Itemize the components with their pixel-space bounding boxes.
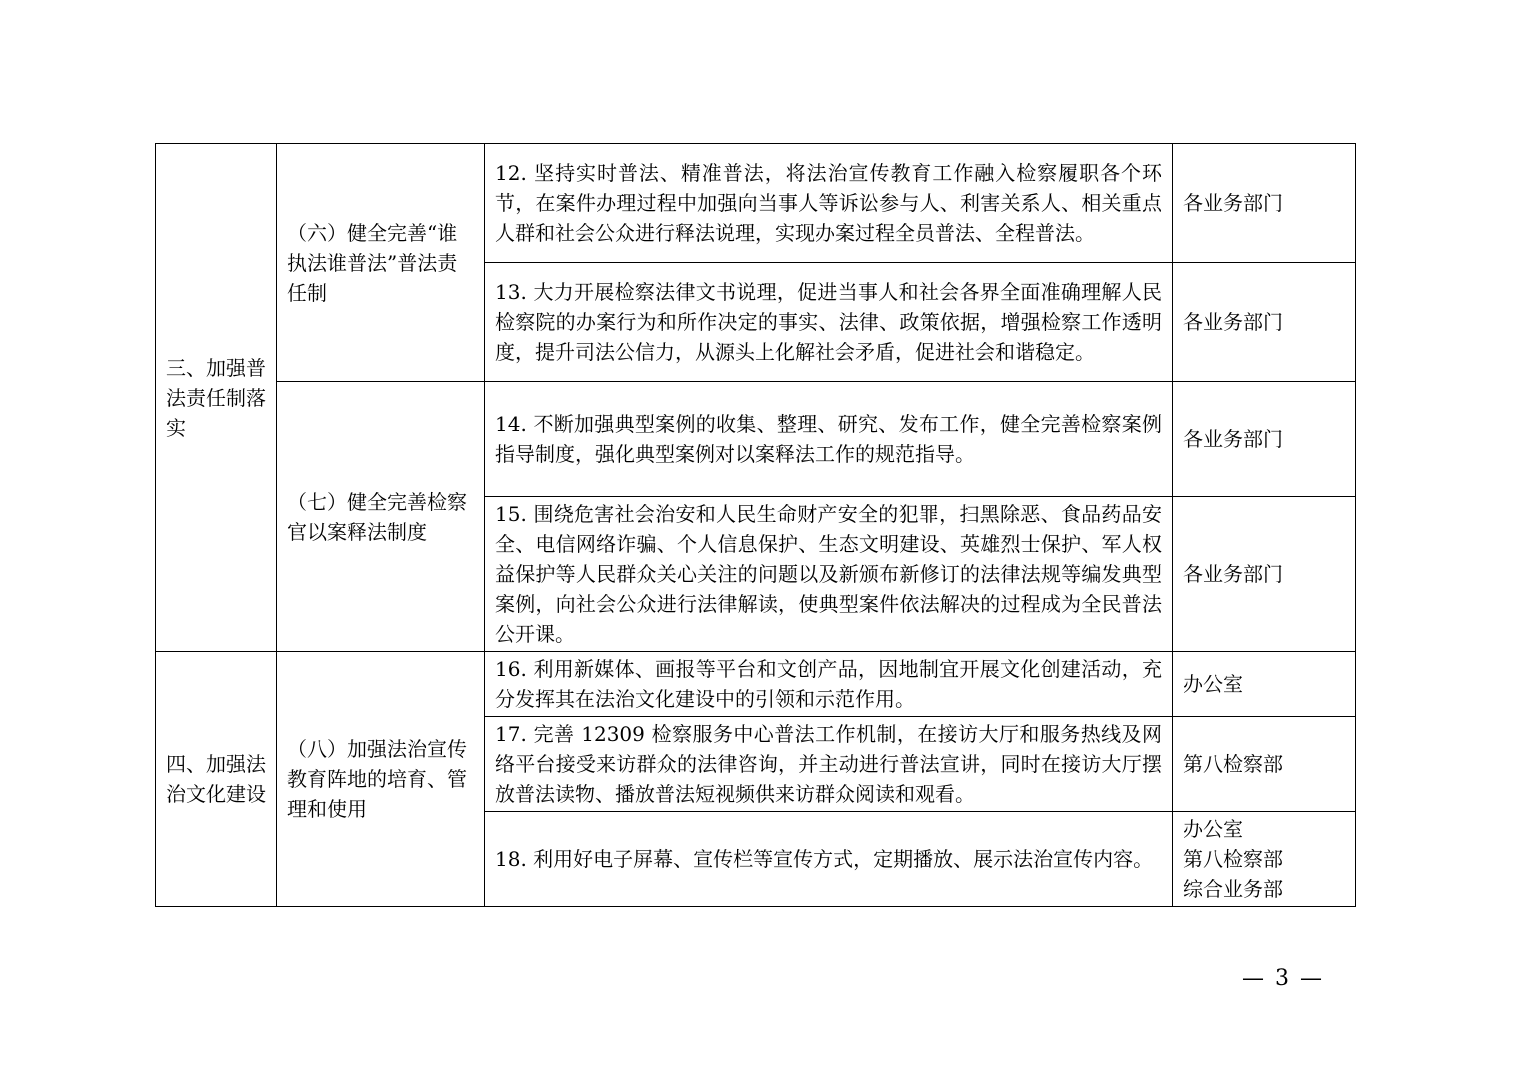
department-cell [1173, 812, 1356, 907]
task-text: 18. 利用好电子屏幕、宣传栏等宣传方式，定期播放、展示法治宣传内容。 [495, 847, 1154, 871]
task-cell [485, 652, 1173, 717]
category-text: 三、加强普法责任制落实 [166, 355, 266, 440]
task-text: 12. 坚持实时普法、精准普法，将法治宣传教育工作融入检察履职各个环节，在案件办理过程中加强向当事人等诉讼参与人、利害关系人、相关重点人群和社会公众进行释法说理，实现办案过程全员普法、全程普法。 [495, 161, 1162, 245]
category-text: 四、加强法治文化建设 [166, 752, 266, 806]
department-text: 办公室 [1183, 817, 1243, 841]
department-cell [1173, 263, 1356, 382]
department-cell [1173, 497, 1356, 652]
page-number: — 3 — [1242, 966, 1324, 991]
category-cell [156, 652, 277, 907]
subcategory-text: （七）健全完善检察官以案释法制度 [287, 489, 467, 544]
task-cell [485, 144, 1173, 263]
category-cell [156, 144, 277, 652]
department-cell [1173, 717, 1356, 812]
task-cell [485, 717, 1173, 812]
subcategory-text: （八）加强法治宣传教育阵地的培育、管理和使用 [287, 737, 467, 821]
department-text: 第八检察部 [1183, 847, 1283, 871]
department-text: 各业务部门 [1183, 310, 1283, 334]
subcategory-text: （六）健全完善“谁执法谁普法”普法责任制 [287, 220, 458, 305]
task-cell [485, 812, 1173, 907]
department-text: 办公室 [1183, 672, 1243, 696]
department-text: 各业务部门 [1183, 562, 1283, 586]
table-row [156, 382, 1356, 497]
task-text: 14. 不断加强典型案例的收集、整理、研究、发布工作，健全完善检察案例指导制度，强化典型案例对以案释法工作的规范指导。 [495, 412, 1162, 466]
subcategory-cell [277, 144, 485, 382]
table-row [156, 652, 1356, 717]
task-text: 17. 完善 12309 检察服务中心普法工作机制，在接访大厅和服务热线及网络平台接受来访群众的法律咨询，并主动进行普法宣讲，同时在接访大厅摆放普法读物、播放普法短视频供来访群众阅读和观看。 [495, 722, 1162, 806]
subcategory-cell [277, 652, 485, 907]
task-cell [485, 263, 1173, 382]
task-table [155, 143, 1356, 907]
department-cell [1173, 382, 1356, 497]
task-text: 15. 围绕危害社会治安和人民生命财产安全的犯罪，扫黑除恶、食品药品安全、电信网络诈骗、个人信息保护、生态文明建设、英雄烈士保护、军人权益保护等人民群众关心关注的问题以及新颁布新修订的法律法规等编发典型案例，向社会公众进行法律解读，使典型案件依法解决的过程成为全民普法公开课。 [495, 502, 1162, 646]
task-cell [485, 382, 1173, 497]
department-text: 综合业务部 [1183, 877, 1283, 901]
task-text: 13. 大力开展检察法律文书说理，促进当事人和社会各界全面准确理解人民检察院的办案行为和所作决定的事实、法律、政策依据，增强检察工作透明度，提升司法公信力，从源头上化解社会矛盾，促进社会和谐稳定。 [495, 280, 1162, 364]
department-cell [1173, 144, 1356, 263]
department-text: 各业务部门 [1183, 427, 1283, 451]
subcategory-cell [277, 382, 485, 652]
task-text: 16. 利用新媒体、画报等平台和文创产品，因地制宜开展文化创建活动，充分发挥其在法治文化建设中的引领和示范作用。 [495, 657, 1162, 711]
task-cell [485, 497, 1173, 652]
table-row [156, 144, 1356, 263]
department-text: 第八检察部 [1183, 752, 1283, 776]
department-text: 各业务部门 [1183, 191, 1283, 215]
department-cell [1173, 652, 1356, 717]
